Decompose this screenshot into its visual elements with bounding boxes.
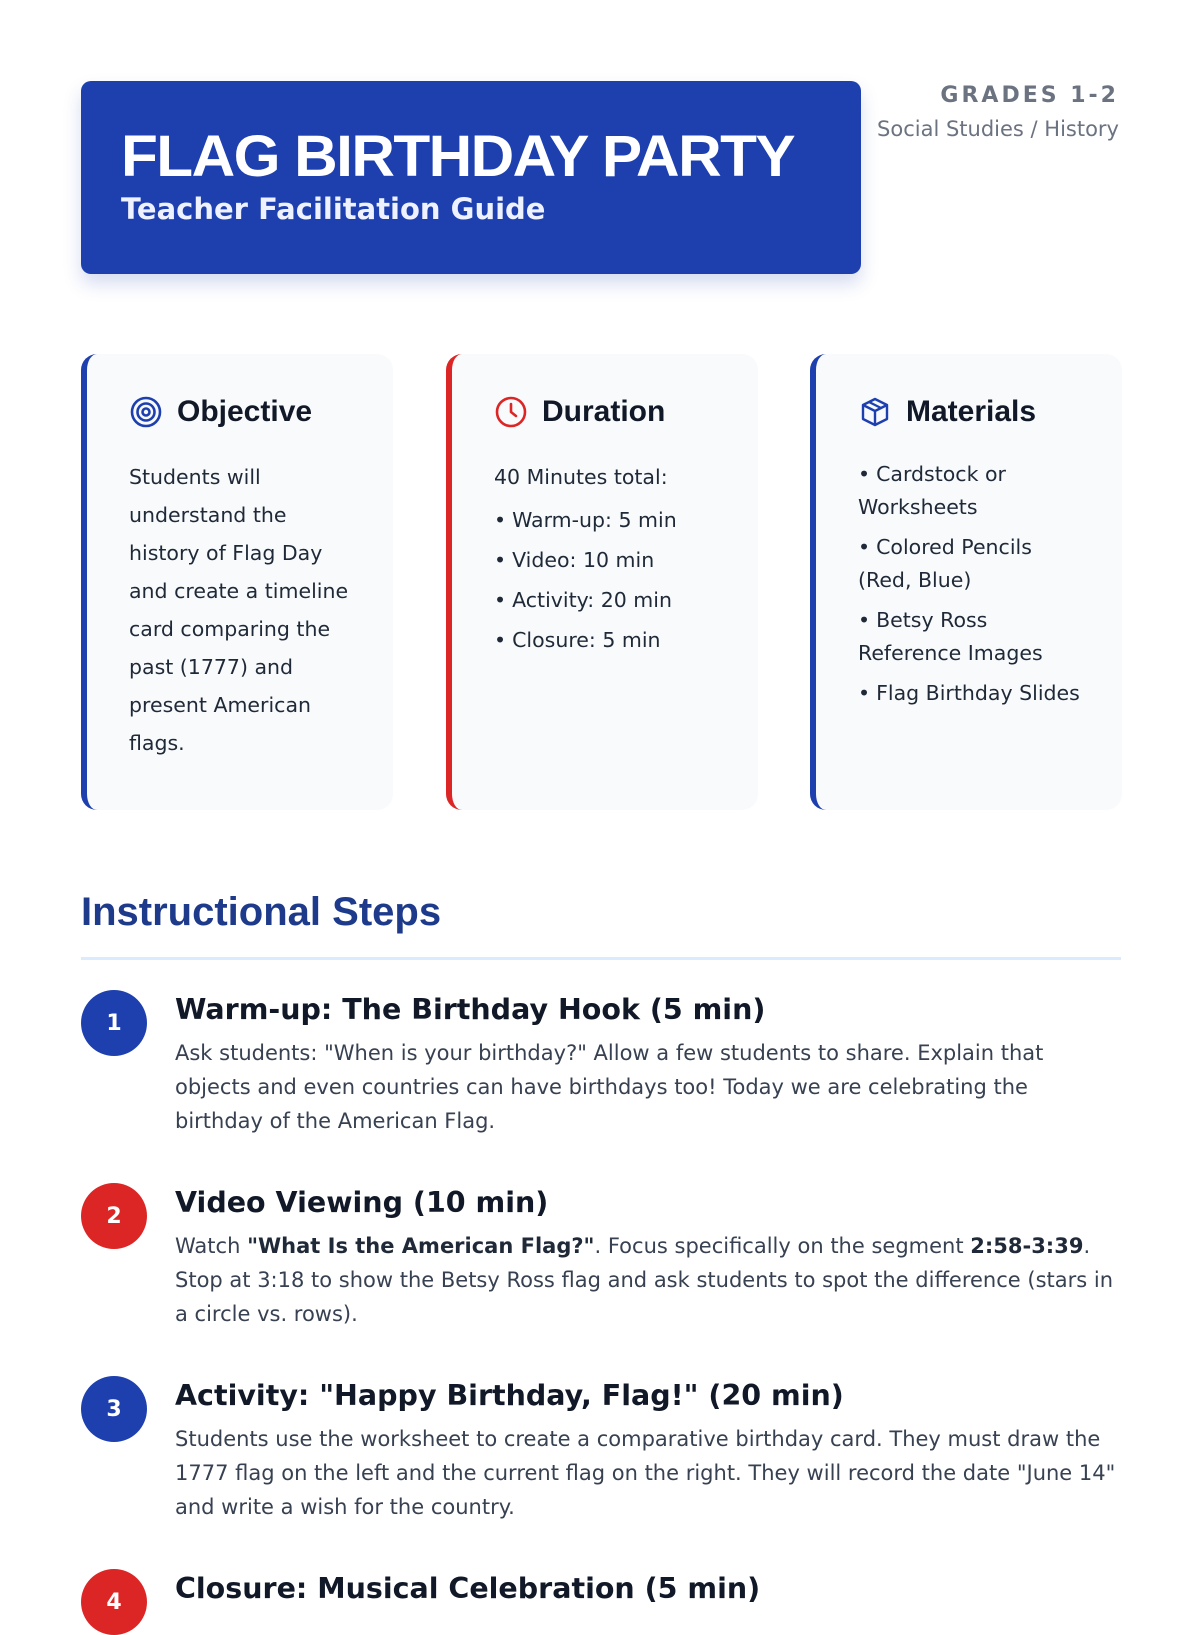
step-body (175, 1569, 1121, 1609)
step-description: Ask students: "When is your birthday?" Allow a few students to share. Explain that objects and even countries can have birthdays too! Today we are celebrating the birthday of the American Flag. (175, 1041, 1044, 1133)
materials-item: • Flag Birthday Slides (858, 677, 1082, 710)
duration-item: • Closure: 5 min (494, 620, 718, 660)
materials-item: • Cardstock or Worksheets (858, 458, 1082, 524)
grade-info (877, 80, 1119, 146)
step-description: Students use the worksheet to create a comparative birthday card. They must draw the 1777 flag on the left and the current flag on the right. They will record the date "June 14" and write a wish for the country. (175, 1427, 1116, 1519)
summary-cards (81, 354, 1121, 810)
duration-card (446, 354, 758, 810)
objective-text: Students will understand the history of Flag Day and create a timeline card comparing the past (1777) and present American flags. (129, 465, 349, 755)
duration-title: Duration (542, 395, 666, 428)
step-desc-text: . Stop at 3:18 to show the Betsy Ross flag and ask students to spot the difference (stars in a circle vs. rows). (175, 1234, 1114, 1326)
step-title: Warm-up: The Birthday Hook (5 min) (175, 993, 766, 1026)
clock-icon (494, 395, 528, 429)
box-icon (858, 395, 892, 429)
step-title: Video Viewing (10 min) (175, 1186, 549, 1219)
page-subtitle: Teacher Facilitation Guide (121, 192, 546, 226)
step-title: Activity: "Happy Birthday, Flag!" (20 min) (175, 1379, 844, 1412)
step-number-badge: 1 (81, 990, 147, 1056)
duration-item: • Activity: 20 min (494, 580, 718, 620)
step-body (175, 990, 1121, 1138)
header-banner (81, 81, 861, 274)
page-title: FLAG BIRTHDAY PARTY (121, 124, 795, 189)
materials-title: Materials (906, 395, 1037, 428)
section-divider (81, 957, 1121, 960)
duration-list (494, 500, 718, 660)
target-icon (129, 395, 163, 429)
step-desc-text: . Focus specifically on the segment (594, 1234, 971, 1258)
duration-item: • Warm-up: 5 min (494, 500, 718, 540)
step-body (175, 1183, 1121, 1331)
materials-item: • Colored Pencils (Red, Blue) (858, 531, 1082, 597)
materials-card-header (858, 392, 1082, 432)
step-number-badge: 2 (81, 1183, 147, 1249)
subject-label: Social Studies / History (877, 117, 1119, 141)
duration-intro: 40 Minutes total: (494, 465, 668, 489)
step-desc-text: Watch (175, 1234, 248, 1258)
materials-list (858, 458, 1082, 710)
materials-item: • Betsy Ross Reference Images (858, 604, 1082, 670)
materials-card (810, 354, 1122, 810)
duration-item: • Video: 10 min (494, 540, 718, 580)
objective-card (81, 354, 393, 810)
objective-card-header (129, 392, 353, 432)
step-description (175, 1229, 1121, 1331)
grade-label: GRADES 1-2 (940, 83, 1119, 108)
objective-title: Objective (177, 395, 313, 428)
step-body (175, 1376, 1121, 1524)
duration-card-header (494, 392, 718, 432)
section-title: Instructional Steps (81, 890, 442, 934)
video-title: "What Is the American Flag?" (247, 1234, 595, 1258)
step-title: Closure: Musical Celebration (5 min) (175, 1572, 761, 1605)
video-segment: 2:58-3:39 (970, 1234, 1084, 1258)
step-number-badge: 4 (81, 1569, 147, 1635)
step-number-badge: 3 (81, 1376, 147, 1442)
